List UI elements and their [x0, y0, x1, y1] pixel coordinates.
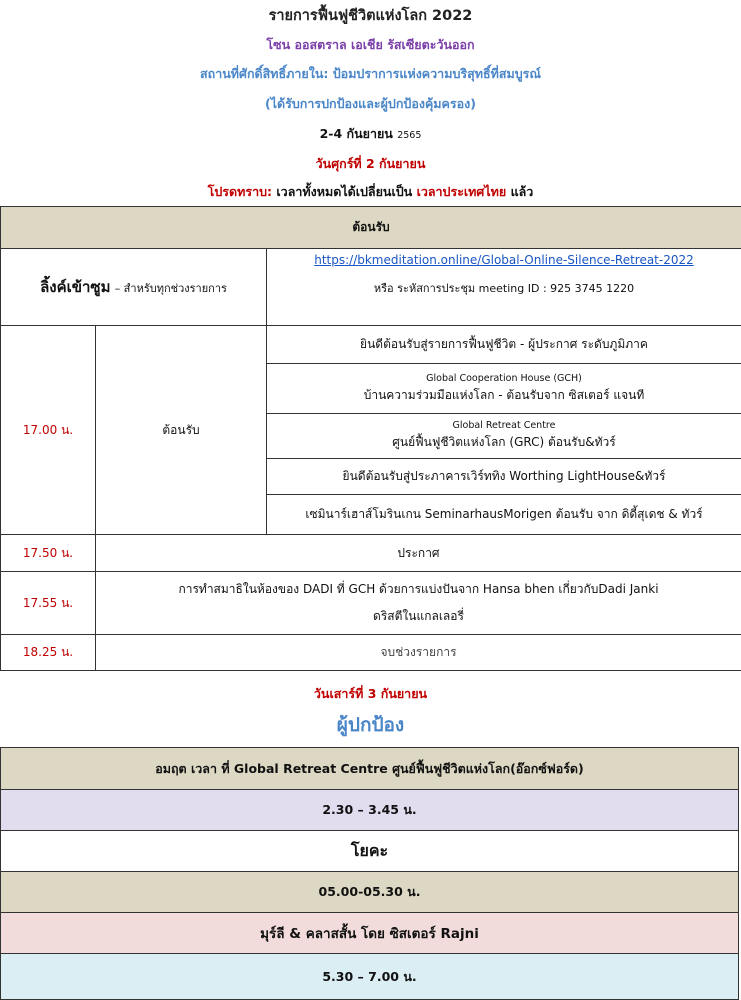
slot3-time: 17.55 น. — [1, 572, 96, 635]
slot1-item-small: Global Cooperation House (GCH) — [426, 372, 582, 384]
slot2-time: 17.50 น. — [1, 535, 96, 572]
zoom-label-text: ลิ้งค์เข้าซูม — [40, 278, 111, 296]
event-date — [0, 124, 741, 144]
slot1-category: ต้อนรับ — [96, 326, 267, 535]
zoom-link-label — [1, 249, 267, 326]
timezone-note — [0, 182, 741, 202]
slot1-item-text: บ้านความร่วมมือแห่งโลก - ต้อนรับจาก ซิสเตอร์ แจนที — [363, 387, 645, 402]
slot1-item — [267, 495, 741, 535]
meeting-id: หรือ ระหัสการประชุม meeting ID : 925 3745 1220 — [373, 282, 635, 295]
time-band: 2.30 – 3.45 น. — [0, 789, 739, 831]
venue-line: สถานที่ศักดิ์สิทธิ์ภายใน: ป้อมปราการแห่งความบริสุทธิ์ที่สมบูรณ์ — [200, 66, 541, 81]
slot1-item-text: ยินดีต้อนรับสู่ประภาคารเวิร์ททิง Worthing LightHouse&ทัวร์ — [342, 469, 666, 483]
slot3-line2: ดริสตีในแกลเลอรี่ — [373, 609, 464, 623]
welcome-heading: ต้อนรับ — [1, 207, 741, 249]
schedule-table — [0, 206, 741, 671]
yoga-band: โยคะ — [0, 830, 739, 872]
slot1-item-small: Global Retreat Centre — [452, 420, 556, 431]
note-highlight: เวลาประเทศไทย — [416, 184, 507, 199]
time-band: 05.00-05.30 น. — [0, 871, 739, 913]
slot1-time: 17.00 น. — [1, 326, 96, 535]
event-date-main: 2-4 กันยายน — [319, 126, 393, 141]
page-title: รายการฟื้นฟูชีวิตแห่งโลก 2022 — [268, 8, 473, 24]
zoom-label-sub: – สำหรับทุกช่วงรายการ — [114, 282, 227, 295]
slot1-item — [267, 459, 741, 495]
slot4-text: จบช่วงรายการ — [96, 635, 741, 671]
slot1-item-text: ศูนย์ฟื้นฟูชีวิตแห่งโลก (GRC) ต้อนรับ&ทัวร์ — [392, 435, 616, 449]
slot4-time: 18.25 น. — [1, 635, 96, 671]
protection-line: (ได้รับการปกป้องและผู้ปกป้องคุ้มครอง) — [265, 96, 476, 111]
time-band: 5.30 – 7.00 น. — [0, 953, 739, 1000]
protector-heading: ผู้ปกป้อง — [336, 714, 405, 736]
murli-band: มุร์ลี & คลาสสั้น โดย ซิสเตอร์ Rajni — [0, 912, 739, 954]
slot3-line1: การทำสมาธิในห้องของ DADI ที่ GCH ด้วยการแบ่งปันจาก Hansa bhen เกี่ยวกับDadi Janki — [178, 582, 659, 596]
amrit-vela-band: อมฤต เวลา ที่ Global Retreat Centre ศูนย์ฟื้นฟูชีวิตแห่งโลก(อ๊อกซ์ฟอร์ด) — [0, 747, 739, 790]
slot1-item — [267, 326, 741, 364]
day1-heading: วันศุกร์ที่ 2 กันยายน — [315, 156, 426, 171]
slot1-item-text: ยินดีต้อนรับสู่รายการฟื้นฟูชีวิต - ผู้ประกาศ ระดับภูมิภาค — [360, 337, 648, 351]
note-prefix: โปรดทราบ: — [207, 184, 273, 199]
zoom-link[interactable]: https://bkmeditation.online/Global-Online-Silence-Retreat-2022 — [314, 253, 694, 267]
slot2-text: ประกาศ — [96, 535, 741, 572]
slot1-item-text: เซมินาร์เฮาส์โมรินเกน SeminarhausMorigen ต้อนรับ จาก ดิดี้สุเดช & ทัวร์ — [305, 507, 703, 521]
note-middle: เวลาทั้งหมดได้เปลี่ยนเป็น — [276, 184, 413, 199]
event-date-year: 2565 — [397, 130, 422, 141]
note-suffix: แล้ว — [510, 184, 534, 199]
zoom-info-cell — [267, 249, 741, 326]
slot1-item — [267, 414, 741, 459]
day2-heading: วันเสาร์ที่ 3 กันยายน — [313, 686, 428, 701]
slot1-item — [267, 364, 741, 414]
zone-line: โซน ออสตราล เอเชีย รัสเซียตะวันออก — [266, 37, 475, 52]
slot3-text — [96, 572, 741, 635]
